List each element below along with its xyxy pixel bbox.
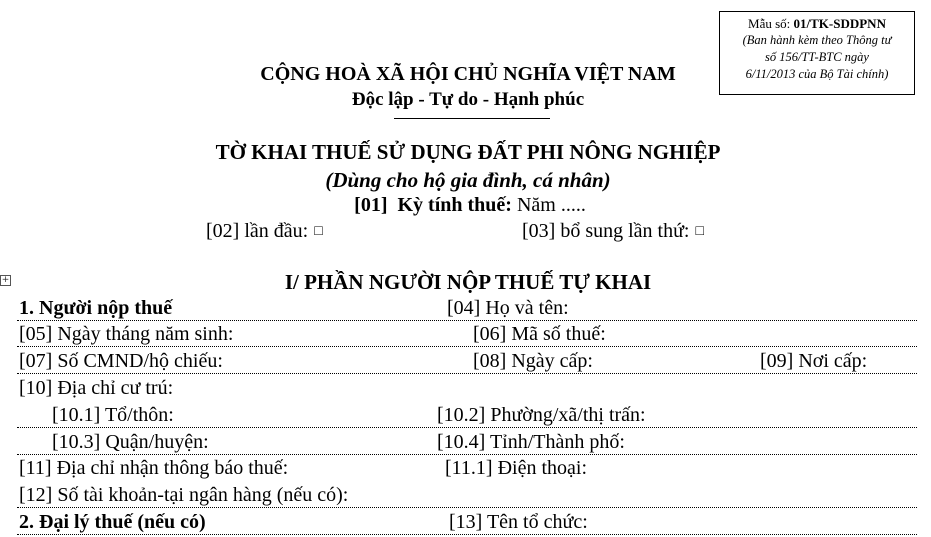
field-04-full-name[interactable]: [04] Họ và tên:	[447, 297, 569, 319]
dotted-line	[17, 320, 917, 321]
tax-period-code: [01]	[354, 194, 388, 216]
tax-period-value: Năm .....	[516, 194, 586, 216]
field-10-residence-address[interactable]: [10] Địa chỉ cư trú:	[19, 377, 174, 399]
table-move-handle-icon[interactable]: +	[1, 275, 10, 285]
field-08-issue-date[interactable]: [08] Ngày cấp:	[473, 350, 593, 372]
form-code-note-2: số 156/TT-BTC ngày	[765, 50, 869, 64]
field-07-id-number[interactable]: [07] Số CMND/hộ chiếu:	[19, 350, 223, 372]
tax-period-line	[0, 194, 931, 217]
field-09-issue-place[interactable]: [09] Nơi cấp:	[760, 350, 868, 372]
taxpayer-heading: 1. Người nộp thuế	[19, 297, 173, 319]
form-code-note-1: (Ban hành kèm theo Thông tư	[742, 33, 892, 47]
form-code-note-3: 6/11/2013 của Bộ Tài chính)	[745, 67, 889, 81]
dotted-line	[17, 346, 917, 347]
field-05-birth-date[interactable]: [05] Ngày tháng năm sinh:	[19, 323, 234, 345]
first-time-label: [02] lần đầu:	[206, 220, 309, 242]
field-13-organization-name[interactable]: [13] Tên tổ chức:	[449, 511, 588, 533]
field-11-notice-address[interactable]: [11] Địa chỉ nhận thông báo thuế:	[19, 457, 289, 479]
motto-underline	[394, 118, 550, 119]
field-10-2-ward[interactable]: [10.2] Phường/xã/thị trấn:	[437, 404, 646, 426]
field-10-3-district[interactable]: [10.3] Quận/huyện:	[52, 431, 209, 453]
dotted-line	[17, 427, 917, 428]
field-12-bank-account[interactable]: [12] Số tài khoản-tại ngân hàng (nếu có):	[19, 484, 349, 506]
section-heading: I/ PHẦN NGƯỜI NỘP THUẾ TỰ KHAI	[284, 270, 652, 294]
field-11-1-phone[interactable]: [11.1] Điện thoại:	[445, 457, 588, 479]
tax-agent-heading: 2. Đại lý thuế (nếu có)	[19, 511, 206, 533]
supplement-label: [03] bổ sung lần thứ:	[522, 220, 690, 242]
national-motto: Độc lập - Tự do - Hạnh phúc	[351, 89, 585, 110]
supplement-checkbox[interactable]: □	[695, 224, 704, 239]
dotted-line	[17, 507, 917, 508]
dotted-line	[17, 454, 917, 455]
first-time-field	[206, 219, 323, 246]
form-code	[720, 16, 914, 32]
document-title: TỜ KHAI THUẾ SỬ DỤNG ĐẤT PHI NÔNG NGHIỆP	[215, 140, 721, 164]
tax-period-label: Kỳ tính thuế:	[397, 194, 512, 216]
form-code-number: 01/TK-SDDPNN	[793, 16, 886, 31]
dotted-line	[17, 534, 917, 535]
supplement-field	[522, 219, 704, 246]
field-10-4-province[interactable]: [10.4] Tỉnh/Thành phố:	[437, 431, 625, 453]
national-title: CỘNG HOÀ XÃ HỘI CHỦ NGHĨA VIỆT NAM	[260, 63, 676, 85]
dotted-line	[17, 373, 917, 374]
first-time-checkbox[interactable]: □	[314, 224, 323, 239]
field-06-tax-code[interactable]: [06] Mã số thuế:	[473, 323, 606, 345]
document-subtitle: (Dùng cho hộ gia đình, cá nhân)	[325, 168, 611, 192]
form-code-label: Mẫu số:	[748, 16, 791, 31]
field-10-1-hamlet[interactable]: [10.1] Tổ/thôn:	[52, 404, 174, 426]
